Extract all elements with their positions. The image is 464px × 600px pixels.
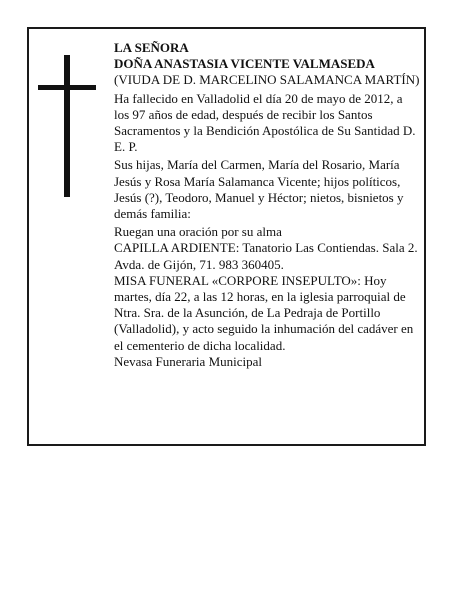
cross-horizontal-bar <box>38 85 96 90</box>
prayer-request: Ruegan una oración por su alma <box>114 224 282 240</box>
honorific: LA SEÑORA <box>114 40 189 55</box>
death-announcement: Ha fallecido en Valladolid el día 20 de mayo de 2012, a los 97 años de edad, después de recibir los Santos Sacramentos y la Bendición Apostólica de Su Santidad D. E. P. <box>114 90 416 155</box>
deceased-name: DOÑA ANASTASIA VICENTE VALMASEDA <box>114 56 375 72</box>
funeral-home: Nevasa Funeraria Municipal <box>114 353 263 369</box>
cross-icon <box>38 55 96 197</box>
family-list: Sus hijas, María del Carmen, María del Rosario, María Jesús y Rosa María Salamanca Vicente; hijos políticos, Jesús (?), Teodoro, Manuel y Héctor; nietos, bisnietos y demás familia: <box>114 157 404 222</box>
obituary-text <box>114 40 420 370</box>
funeral-mass-info: MISA FUNERAL «CORPORE INSEPULTO»: Hoy martes, día 22, a las 12 horas, en la iglesia parroquial de Ntra. Sra. de la Asunción, de La Pedraja de Portillo (Valladolid), y acto seguido la inhumación del cadáver en el cementerio de dicha localidad. <box>114 272 414 353</box>
chapel-info: CAPILLA ARDIENTE: Tanatorio Las Contiendas. Sala 2. Avda. de Gijón, 71. 983 360405. <box>114 240 418 272</box>
widow-of: (VIUDA DE D. MARCELINO SALAMANCA MARTÍN) <box>114 72 420 88</box>
cross-vertical-bar <box>64 55 70 197</box>
